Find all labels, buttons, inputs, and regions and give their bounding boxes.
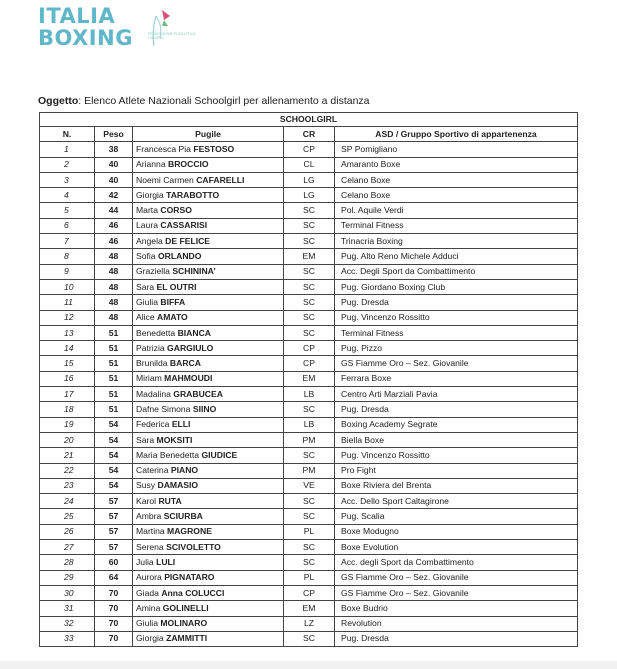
row-club: Acc. degli Sport da Combattimento — [335, 555, 578, 570]
row-region: PL — [284, 570, 335, 585]
row-region: SC — [284, 279, 335, 294]
row-club: Boxe Budrio — [335, 601, 578, 616]
row-weight: 48 — [95, 295, 133, 310]
row-region: EM — [284, 249, 335, 264]
row-club: Centro Arti Marziali Pavia — [335, 387, 578, 402]
table-row — [40, 585, 578, 600]
row-number: 31 — [40, 601, 95, 616]
row-weight: 51 — [95, 387, 133, 402]
row-boxer — [133, 631, 284, 646]
row-region: PM — [284, 463, 335, 478]
table-row — [40, 524, 578, 539]
boxer-last-name: CORSO — [160, 205, 192, 216]
boxer-first-name: Arianna — [136, 159, 166, 170]
row-club: Pug. Dresda — [335, 295, 578, 310]
row-region: LG — [284, 172, 335, 187]
header-cr: CR — [284, 127, 335, 142]
row-weight: 44 — [95, 203, 133, 218]
header-peso: Peso — [95, 127, 133, 142]
row-club: Biella Boxe — [335, 432, 578, 447]
table-row — [40, 494, 578, 509]
row-club: Pug. Dresda — [335, 402, 578, 417]
table-row — [40, 142, 578, 157]
boxer-first-name: Susy — [136, 480, 156, 491]
row-weight: 64 — [95, 570, 133, 585]
row-number: 5 — [40, 203, 95, 218]
row-weight: 48 — [95, 310, 133, 325]
header-n: N. — [40, 127, 95, 142]
row-weight: 40 — [95, 172, 133, 187]
row-weight: 38 — [95, 142, 133, 157]
boxer-first-name: Sara — [136, 434, 155, 445]
row-weight: 70 — [95, 631, 133, 646]
row-club: Celano Boxe — [335, 172, 578, 187]
row-boxer — [133, 234, 284, 249]
row-region: EM — [284, 601, 335, 616]
row-club: Pug. Dresda — [335, 631, 578, 646]
boxer-last-name: GIUDICE — [201, 449, 238, 460]
boxer-first-name: Giorgia — [136, 189, 164, 200]
row-region: SC — [284, 494, 335, 509]
row-region: CP — [284, 142, 335, 157]
boxer-first-name: Patrizia — [136, 342, 165, 353]
boxer-first-name: Julia — [136, 556, 154, 567]
boxer-last-name: SIINO — [192, 403, 217, 414]
row-region: CP — [284, 356, 335, 371]
logo-line-2: BOXING — [38, 26, 133, 50]
boxer-first-name: Sofia — [136, 251, 156, 262]
row-club: Celano Boxe — [335, 188, 578, 203]
row-number: 22 — [40, 463, 95, 478]
row-boxer — [133, 295, 284, 310]
row-club: SP Pomigliano — [335, 142, 578, 157]
boxer-last-name: MAHMOUDI — [164, 373, 213, 384]
row-weight: 54 — [95, 432, 133, 447]
logo-tagline: FEDERAZIONE PUGILISTICA ITALIANA — [148, 32, 196, 40]
row-boxer — [133, 142, 284, 157]
row-region: SC — [284, 218, 335, 233]
table-row — [40, 631, 578, 646]
row-region: LB — [284, 387, 335, 402]
row-boxer — [133, 417, 284, 432]
boxer-last-name: CASSARISI — [160, 220, 208, 231]
table-row — [40, 295, 578, 310]
table-row — [40, 540, 578, 555]
row-region: PM — [284, 432, 335, 447]
boxer-first-name: Marta — [136, 205, 158, 216]
row-boxer — [133, 264, 284, 279]
boxer-last-name: PIANO — [170, 465, 199, 476]
table-row — [40, 463, 578, 478]
boxer-first-name: Francesca Pia — [136, 143, 191, 154]
boxer-last-name: SCHININA’ — [172, 266, 216, 277]
boxer-first-name: Maria Benedetta — [136, 449, 200, 460]
boxer-last-name: CAFARELLI — [196, 174, 245, 185]
table-row — [40, 601, 578, 616]
row-club: GS Fiamme Oro – Sez. Giovanile — [335, 356, 578, 371]
table-row — [40, 402, 578, 417]
boxer-figure-icon — [144, 8, 174, 50]
row-weight: 48 — [95, 279, 133, 294]
row-boxer — [133, 524, 284, 539]
boxer-first-name: Aurora — [136, 572, 162, 583]
boxer-first-name: Serena — [136, 541, 164, 552]
row-boxer — [133, 448, 284, 463]
boxer-last-name: MOLINARO — [160, 618, 208, 629]
row-region: SC — [284, 448, 335, 463]
row-club: Pug. Alto Reno Michele Adduci — [335, 249, 578, 264]
row-number: 13 — [40, 325, 95, 340]
row-number: 2 — [40, 157, 95, 172]
table-row — [40, 325, 578, 340]
row-club: Boxe Riviera del Brenta — [335, 478, 578, 493]
row-weight: 54 — [95, 478, 133, 493]
row-club: Boxe Modugno — [335, 524, 578, 539]
row-region: SC — [284, 310, 335, 325]
row-weight: 57 — [95, 509, 133, 524]
row-region: SC — [284, 402, 335, 417]
boxer-last-name: GARGIULO — [167, 342, 214, 353]
row-number: 21 — [40, 448, 95, 463]
row-weight: 42 — [95, 188, 133, 203]
table-row — [40, 157, 578, 172]
boxer-first-name: Laura — [136, 220, 158, 231]
table-row — [40, 188, 578, 203]
row-boxer — [133, 371, 284, 386]
row-boxer — [133, 157, 284, 172]
boxer-last-name: DAMASIO — [157, 480, 199, 491]
boxer-first-name: Madalina — [136, 388, 171, 399]
boxer-last-name: Anna COLUCCI — [161, 587, 225, 598]
row-number: 11 — [40, 295, 95, 310]
row-club: Pug. Scalia — [335, 509, 578, 524]
boxer-first-name: Martina — [136, 526, 165, 537]
row-boxer — [133, 616, 284, 631]
row-number: 6 — [40, 218, 95, 233]
subject-label: Oggetto — [38, 95, 79, 107]
row-region: SC — [284, 631, 335, 646]
row-region: CL — [284, 157, 335, 172]
boxer-first-name: Karol — [136, 495, 157, 506]
row-weight: 51 — [95, 402, 133, 417]
row-weight: 51 — [95, 356, 133, 371]
table-row — [40, 218, 578, 233]
boxer-first-name: Alice — [136, 312, 155, 323]
table-row — [40, 371, 578, 386]
row-number: 30 — [40, 585, 95, 600]
row-number: 9 — [40, 264, 95, 279]
boxer-first-name: Benedetta — [136, 327, 176, 338]
row-weight: 51 — [95, 371, 133, 386]
row-club: Pug. Giordano Boxing Club — [335, 279, 578, 294]
row-number: 27 — [40, 540, 95, 555]
row-club: Pro Fight — [335, 463, 578, 478]
boxer-first-name: Ambra — [136, 511, 162, 522]
table-row — [40, 432, 578, 447]
row-region: SC — [284, 555, 335, 570]
table-row — [40, 570, 578, 585]
row-club: Boxe Evolution — [335, 540, 578, 555]
boxer-last-name: GRABUCEA — [173, 388, 223, 399]
row-weight: 70 — [95, 585, 133, 600]
boxer-last-name: AMATO — [157, 312, 188, 323]
row-weight: 57 — [95, 540, 133, 555]
row-number: 18 — [40, 402, 95, 417]
boxer-first-name: Angela — [136, 235, 163, 246]
boxer-first-name: Brunilda — [136, 358, 168, 369]
row-weight: 46 — [95, 234, 133, 249]
table-row — [40, 448, 578, 463]
table-row — [40, 249, 578, 264]
boxer-last-name: RUTA — [158, 495, 182, 506]
row-boxer — [133, 463, 284, 478]
boxer-first-name: Giulia — [136, 296, 158, 307]
row-weight: 54 — [95, 417, 133, 432]
row-weight: 60 — [95, 555, 133, 570]
table-row — [40, 172, 578, 187]
row-club: Terminal Fitness — [335, 218, 578, 233]
row-region: EM — [284, 371, 335, 386]
row-boxer — [133, 570, 284, 585]
row-boxer — [133, 279, 284, 294]
row-number: 8 — [40, 249, 95, 264]
row-weight: 57 — [95, 524, 133, 539]
table-row — [40, 234, 578, 249]
boxer-first-name: Amina — [136, 602, 161, 613]
row-number: 14 — [40, 341, 95, 356]
row-club: GS Fiamme Oro – Sez. Giovanile — [335, 585, 578, 600]
row-boxer — [133, 218, 284, 233]
boxer-last-name: EL OUTRI — [156, 281, 197, 292]
table-title-row — [40, 113, 578, 127]
row-number: 25 — [40, 509, 95, 524]
boxer-first-name: Caterina — [136, 465, 169, 476]
row-region: LZ — [284, 616, 335, 631]
row-number: 32 — [40, 616, 95, 631]
row-region: CP — [284, 585, 335, 600]
row-number: 3 — [40, 172, 95, 187]
boxer-first-name: Giulia — [136, 618, 158, 629]
row-club: Boxing Academy Segrate — [335, 417, 578, 432]
boxer-first-name: Graziella — [136, 266, 170, 277]
row-club: Amaranto Boxe — [335, 157, 578, 172]
table-row — [40, 264, 578, 279]
subject-line — [38, 95, 370, 107]
row-region: CP — [284, 341, 335, 356]
row-number: 28 — [40, 555, 95, 570]
row-number: 16 — [40, 371, 95, 386]
row-boxer — [133, 387, 284, 402]
header-pugile: Pugile — [133, 127, 284, 142]
table-row — [40, 387, 578, 402]
row-boxer — [133, 172, 284, 187]
row-weight: 40 — [95, 157, 133, 172]
row-boxer — [133, 509, 284, 524]
row-club: Acc. Degli Sport da Combattimento — [335, 264, 578, 279]
row-boxer — [133, 601, 284, 616]
row-region: SC — [284, 203, 335, 218]
row-number: 33 — [40, 631, 95, 646]
row-boxer — [133, 325, 284, 340]
row-boxer — [133, 540, 284, 555]
table-row — [40, 356, 578, 371]
row-boxer — [133, 555, 284, 570]
row-weight: 48 — [95, 249, 133, 264]
row-boxer — [133, 494, 284, 509]
row-number: 29 — [40, 570, 95, 585]
boxer-last-name: SCIURBA — [163, 511, 203, 522]
row-club: Terminal Fitness — [335, 325, 578, 340]
row-number: 10 — [40, 279, 95, 294]
row-region: LG — [284, 188, 335, 203]
boxer-last-name: MOKSITI — [156, 434, 193, 445]
row-number: 17 — [40, 387, 95, 402]
row-region: LB — [284, 417, 335, 432]
row-boxer — [133, 341, 284, 356]
row-club: Pol. Aquile Verdi — [335, 203, 578, 218]
boxer-last-name: TARABOTTO — [166, 189, 220, 200]
row-weight: 70 — [95, 601, 133, 616]
table-row — [40, 310, 578, 325]
table-row — [40, 279, 578, 294]
row-number: 23 — [40, 478, 95, 493]
boxer-first-name: Miriam — [136, 373, 162, 384]
row-club: Revolution — [335, 616, 578, 631]
subject-text: : Elenco Atlete Nazionali Schoolgirl per allenamento a distanza — [78, 95, 370, 107]
row-region: SC — [284, 234, 335, 249]
row-club: Ferrara Boxe — [335, 371, 578, 386]
boxer-last-name: GOLINELLI — [162, 602, 209, 613]
boxer-first-name: Giorgia — [136, 633, 164, 644]
table-row — [40, 341, 578, 356]
row-club: Pug. Vincenzo Rossitto — [335, 310, 578, 325]
table-title: SCHOOLGIRL — [40, 113, 578, 127]
row-weight: 54 — [95, 463, 133, 478]
boxer-last-name: ORLANDO — [157, 251, 202, 262]
table-row — [40, 478, 578, 493]
boxer-last-name: DE FELICE — [165, 235, 211, 246]
boxer-first-name: Giada — [136, 587, 159, 598]
table-body — [40, 142, 578, 647]
table-header-row — [40, 127, 578, 142]
row-boxer — [133, 402, 284, 417]
row-weight: 70 — [95, 616, 133, 631]
row-club: Pug. Vincenzo Rossitto — [335, 448, 578, 463]
row-boxer — [133, 585, 284, 600]
boxer-last-name: PIGNATARO — [164, 572, 215, 583]
boxer-last-name: MAGRONE — [167, 526, 212, 537]
boxer-first-name: Sara — [136, 281, 155, 292]
row-region: SC — [284, 325, 335, 340]
row-boxer — [133, 188, 284, 203]
row-club: Acc. Dello Sport Caltagirone — [335, 494, 578, 509]
table-row — [40, 555, 578, 570]
athletes-table — [39, 112, 578, 647]
logo-line-1: ITALIA — [38, 4, 116, 28]
row-number: 24 — [40, 494, 95, 509]
row-weight: 48 — [95, 264, 133, 279]
row-boxer — [133, 432, 284, 447]
row-number: 19 — [40, 417, 95, 432]
boxer-last-name: BIFFA — [160, 296, 186, 307]
row-club: GS Fiamme Oro – Sez. Giovanile — [335, 570, 578, 585]
row-club: Pug. Pizzo — [335, 341, 578, 356]
row-number: 20 — [40, 432, 95, 447]
row-number: 1 — [40, 142, 95, 157]
boxer-last-name: FESTOSO — [193, 143, 235, 154]
row-number: 15 — [40, 356, 95, 371]
row-region: SC — [284, 264, 335, 279]
boxer-last-name: LULI — [156, 556, 176, 567]
row-region: PL — [284, 524, 335, 539]
boxer-last-name: SCIVOLETTO — [166, 541, 221, 552]
row-region: SC — [284, 295, 335, 310]
table-row — [40, 203, 578, 218]
row-boxer — [133, 478, 284, 493]
boxer-last-name: BARCA — [169, 358, 201, 369]
boxer-last-name: BROCCIO — [168, 159, 209, 170]
table-row — [40, 509, 578, 524]
row-boxer — [133, 310, 284, 325]
row-weight: 54 — [95, 448, 133, 463]
italia-boxing-logo — [38, 6, 198, 54]
boxer-first-name: Dafne Simona — [136, 403, 191, 414]
row-boxer — [133, 249, 284, 264]
row-boxer — [133, 203, 284, 218]
boxer-first-name: Federica — [136, 419, 170, 430]
table-row — [40, 417, 578, 432]
row-weight: 46 — [95, 218, 133, 233]
row-weight: 57 — [95, 494, 133, 509]
boxer-last-name: ELLI — [171, 419, 191, 430]
row-boxer — [133, 356, 284, 371]
row-weight: 51 — [95, 325, 133, 340]
row-number: 12 — [40, 310, 95, 325]
row-number: 7 — [40, 234, 95, 249]
row-number: 26 — [40, 524, 95, 539]
page-bottom-bar — [0, 661, 617, 669]
row-region: SC — [284, 540, 335, 555]
boxer-last-name: ZAMMITTI — [166, 633, 208, 644]
row-number: 4 — [40, 188, 95, 203]
row-club: Trinacria Boxing — [335, 234, 578, 249]
table-row — [40, 616, 578, 631]
row-weight: 51 — [95, 341, 133, 356]
boxer-last-name: BIANCA — [177, 327, 211, 338]
row-region: SC — [284, 509, 335, 524]
boxer-first-name: Noemi Carmen — [136, 174, 194, 185]
header-asd: ASD / Gruppo Sportivo di appartenenza — [335, 127, 578, 142]
row-region: VE — [284, 478, 335, 493]
